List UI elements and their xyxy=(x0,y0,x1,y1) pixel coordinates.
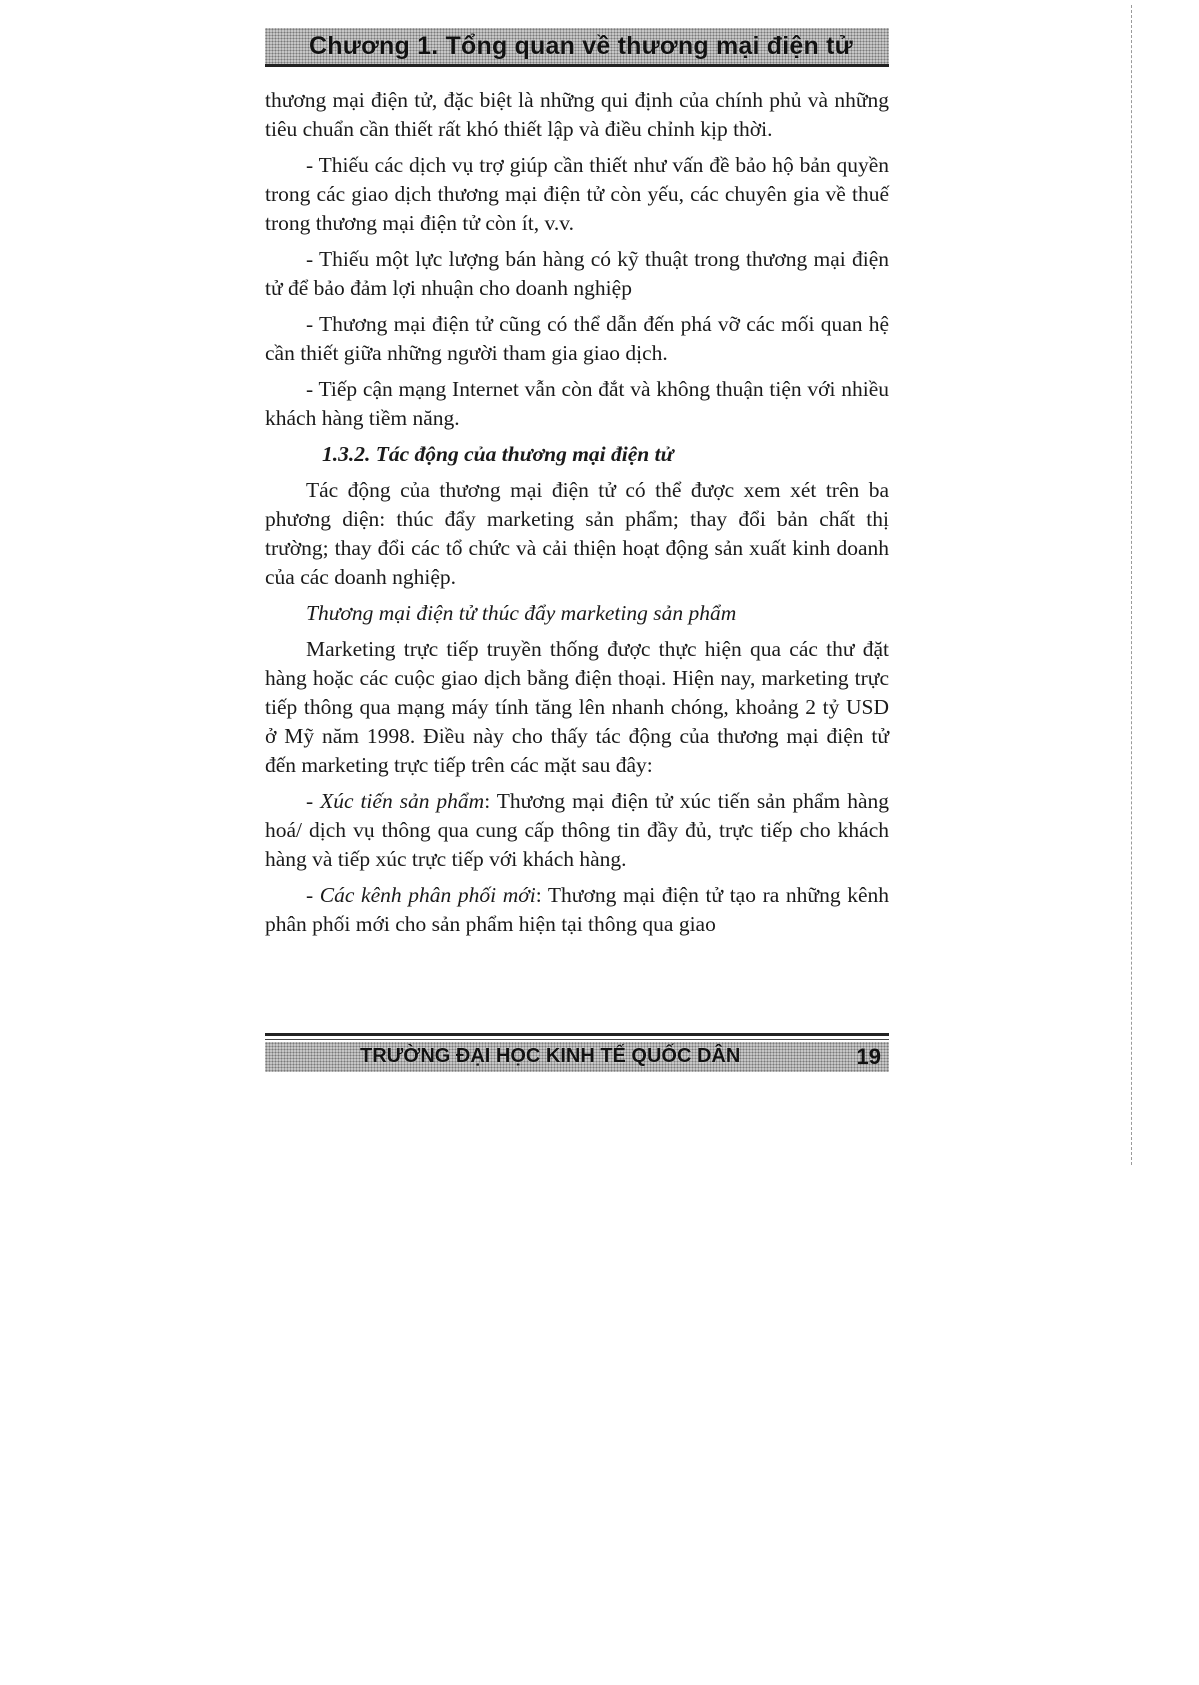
chapter-header-bar xyxy=(265,28,889,64)
scan-edge-line xyxy=(1131,5,1132,1165)
bullet-text: : Thương mại điện tử xúc tiến sản phẩm hàng hoá/ dịch vụ thông qua cung cấp thông tin đầy đủ, trực tiếp cho khách hàng và tiếp xúc trực tiếp với khách hàng. xyxy=(265,789,889,871)
bullet-term: Xúc tiến sản phẩm xyxy=(320,789,485,813)
bullet-paragraph: - Thiếu các dịch vụ trợ giúp cần thiết như vấn đề bảo hộ bản quyền trong các giao dịch thương mại điện tử còn yếu, các chuyên gia về thuế trong thương mại điện tử còn ít, v.v. xyxy=(265,153,889,235)
footer-bar xyxy=(265,1042,889,1072)
paragraph: Tác động của thương mại điện tử có thể được xem xét trên ba phương diện: thúc đẩy marketing sản phẩm; thay đổi bản chất thị trường; thay đổi các tổ chức và cải thiện hoạt động sản xuất kinh doanh của các doanh nghiệp. xyxy=(265,478,889,589)
bullet-paragraph: - Tiếp cận mạng Internet vẫn còn đắt và không thuận tiện với nhiều khách hàng tiềm năng. xyxy=(265,377,889,430)
bullet-term: Các kênh phân phối mới xyxy=(319,883,536,907)
bullet-paragraph: - Thiếu một lực lượng bán hàng có kỹ thuật trong thương mại điện tử để bảo đảm lợi nhuận cho doanh nghiệp xyxy=(265,247,889,300)
bullet-paragraph xyxy=(265,787,889,874)
chapter-title: Chương 1. Tổng quan về thương mại điện tử xyxy=(309,31,853,60)
page-body xyxy=(265,86,889,946)
subheading: Thương mại điện tử thúc đẩy marketing sản phẩm xyxy=(306,601,737,625)
paragraph: Marketing trực tiếp truyền thống được thực hiện qua các thư đặt hàng hoặc các cuộc giao dịch bằng điện thoại. Hiện nay, marketing trực tiếp thông qua mạng máy tính tăng lên nhanh chóng, khoảng 2 tỷ USD ở Mỹ năm 1998. Điều này cho thấy tác động của thương mại điện tử đến marketing trực tiếp trên các mặt sau đây: xyxy=(265,637,889,777)
bullet-paragraph xyxy=(265,881,889,939)
page-number: 19 xyxy=(856,1044,881,1069)
bullet-dash: - xyxy=(306,883,320,907)
bullet-paragraph: - Thương mại điện tử cũng có thể dẫn đến phá vỡ các mối quan hệ cần thiết giữa những người tham gia giao dịch. xyxy=(265,312,889,365)
footer-rule-thin xyxy=(265,1039,889,1040)
paragraph: thương mại điện tử, đặc biệt là những qui định của chính phủ và những tiêu chuẩn cần thiết rất khó thiết lập và điều chỉnh kịp thời. xyxy=(265,88,889,141)
bullet-text: : Thương mại điện tử tạo ra những kênh phân phối mới cho sản phẩm hiện tại thông qua giao xyxy=(265,883,889,936)
header-rule xyxy=(265,64,889,67)
footer-rule xyxy=(265,1033,889,1036)
section-heading: 1.3.2. Tác động của thương mại điện tử xyxy=(322,442,674,466)
bullet-dash: - xyxy=(306,789,321,813)
footer-school-name: TRƯỜNG ĐẠI HỌC KINH TẾ QUỐC DÂN xyxy=(360,1045,741,1067)
